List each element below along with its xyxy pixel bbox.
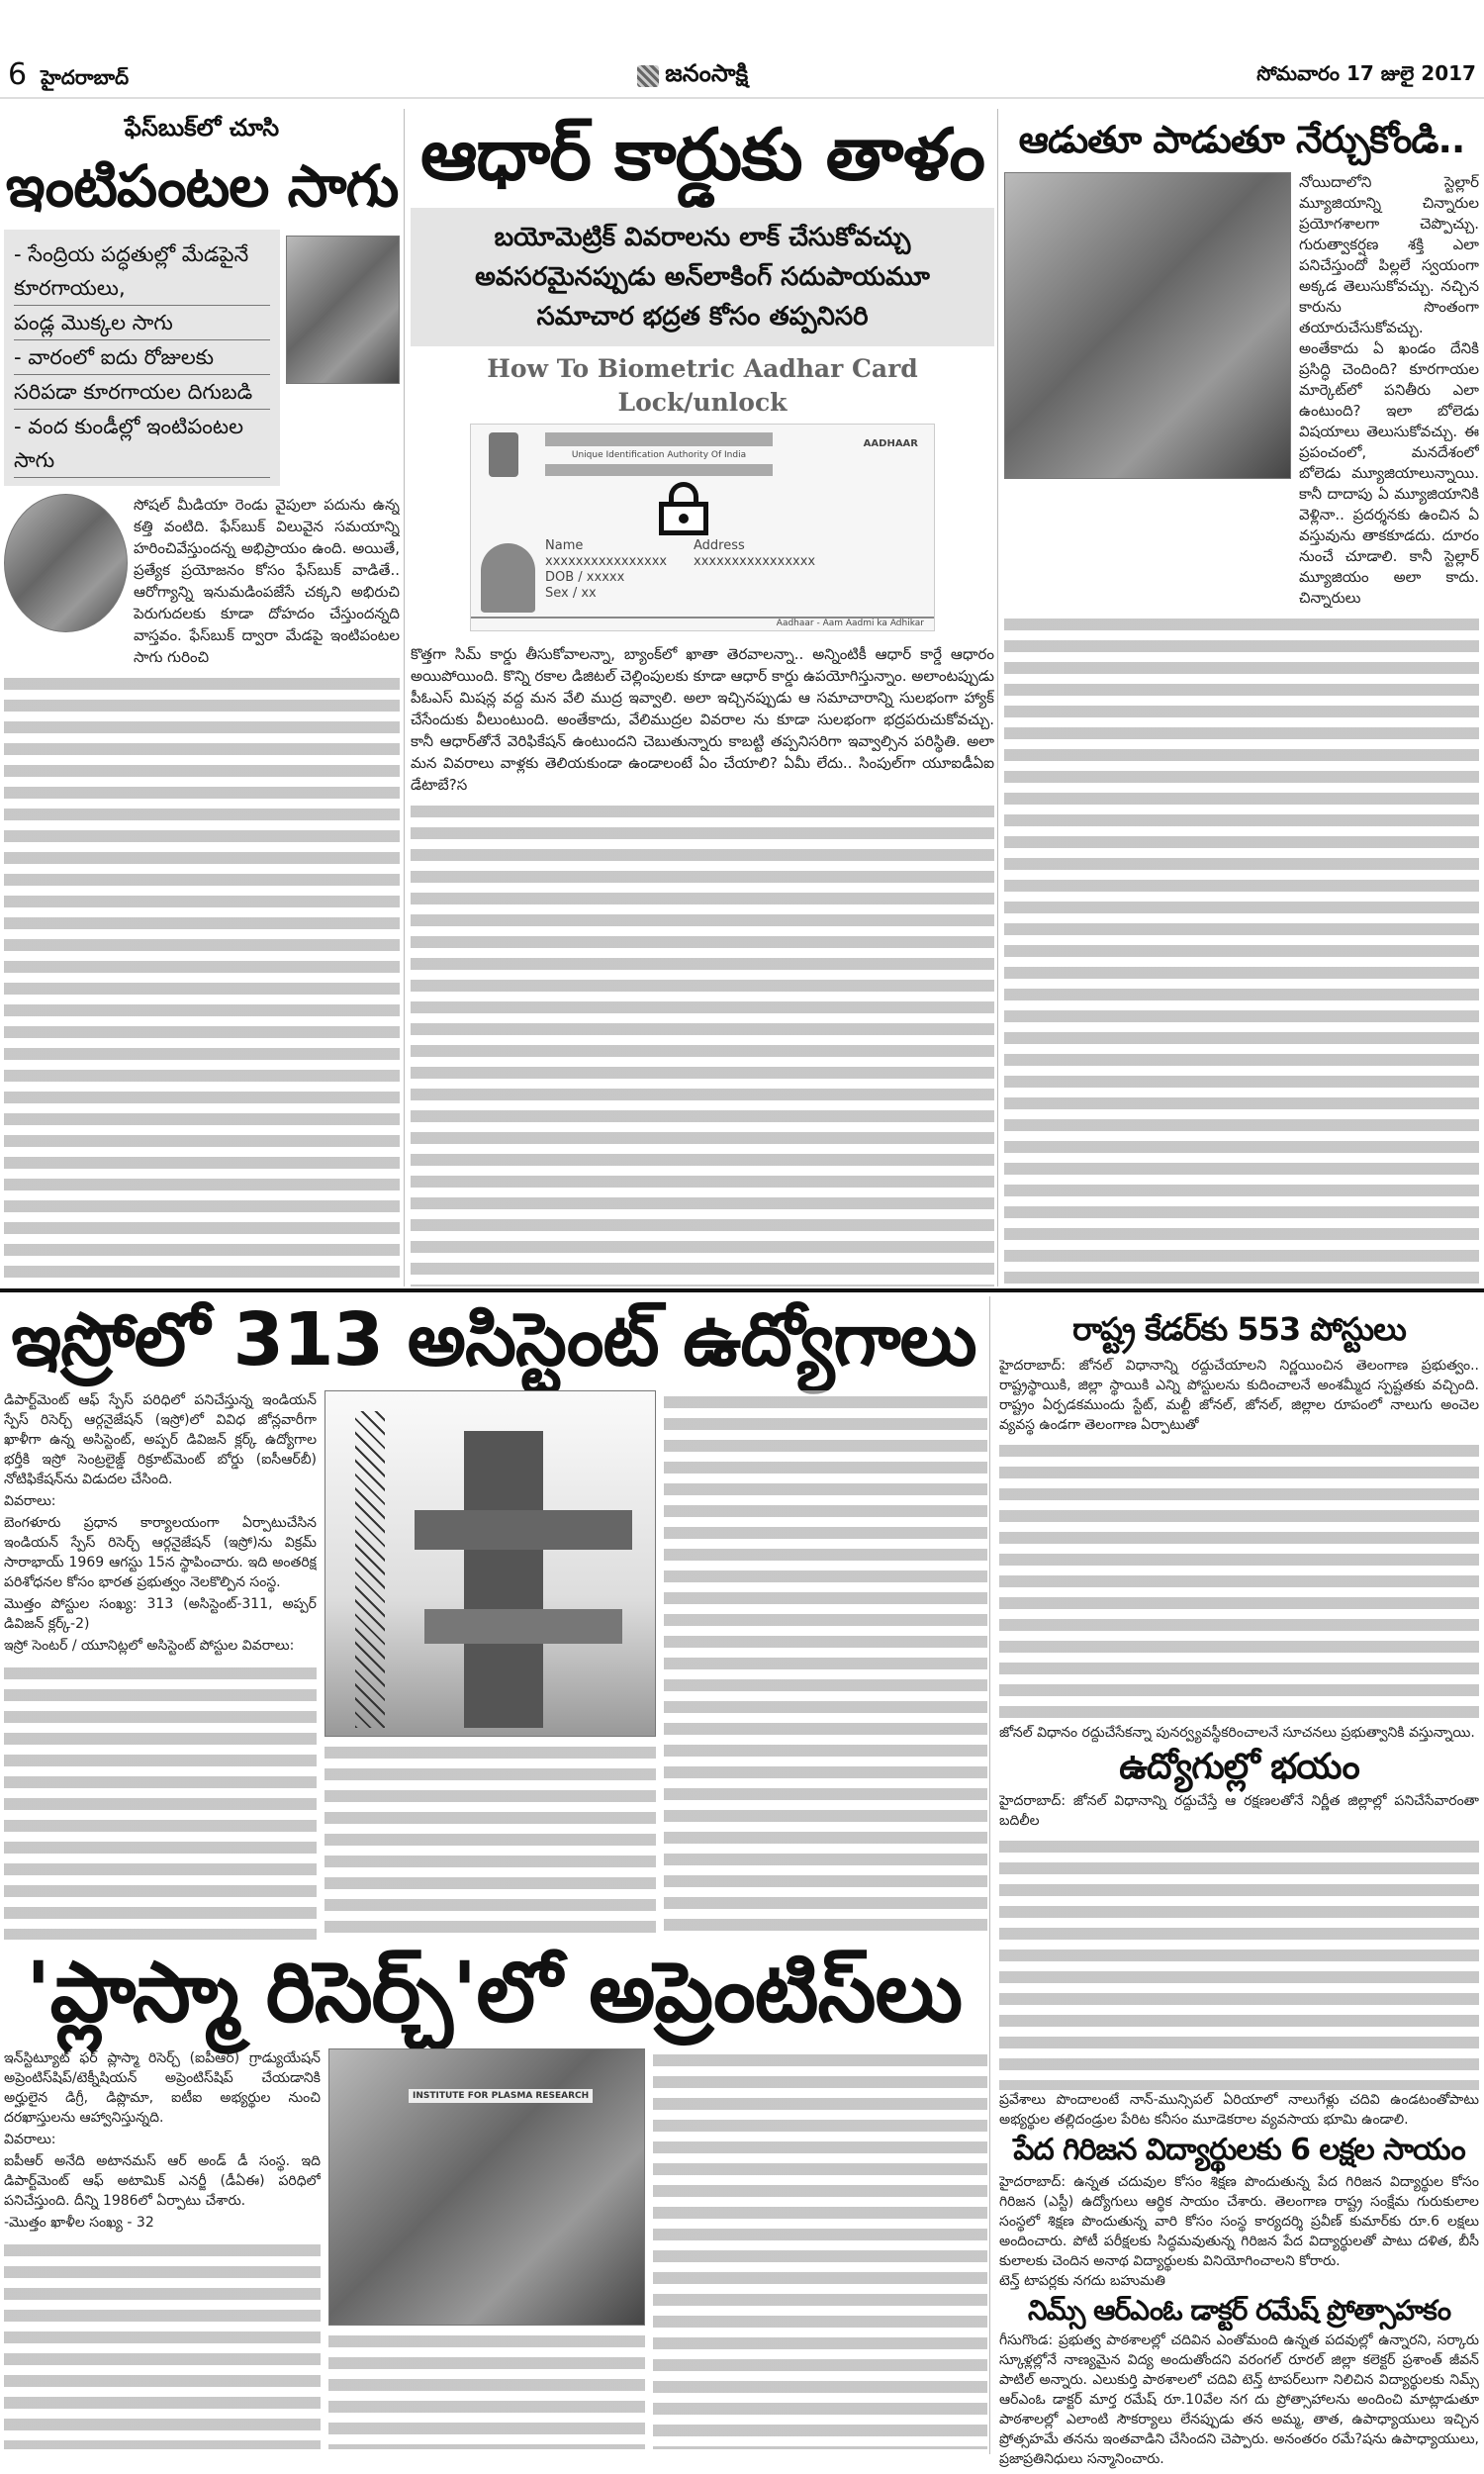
article-body-continued (411, 800, 994, 1286)
plasma-article (0, 1945, 987, 2449)
card-field: Name (545, 537, 584, 553)
state-cadre-closing: జోనల్ విధానం రద్దుచేసేకన్నా పునర్వ్యవస్థీకరించాలనే సూచనలు ప్రభుత్వానికి వస్తున్నాయి. (999, 1724, 1475, 1741)
paragraph: వివరాలు: (4, 2131, 56, 2147)
card-footer: Aadhaar - Aam Aadmi ka Adhikar (471, 617, 934, 628)
paragraph: -మొత్తం ఖాళీల సంఖ్య - 32 (4, 2214, 154, 2231)
column-divider (997, 109, 998, 1286)
masthead-logo (637, 59, 748, 93)
logo-icon (637, 65, 659, 87)
nims-headline: నిమ్స్ ఆర్‌ఎంఓ డాక్టర్ రమేష్ ప్రోత్సాహకం (1027, 2293, 1451, 2327)
subheadline: సమాచార భద్రత కోసం తప్పనిసరి (536, 301, 869, 332)
section-rule (0, 1288, 1484, 1292)
children-museum-photo (1004, 172, 1291, 479)
subheadline: అవసరమైనప్పుడు అన్‌లాకింగ్ సదుపాయమూ (475, 261, 930, 292)
tribal-aid-kicker: టెన్త్ టాపర్లకు నగదు బహుమతి (999, 2272, 1165, 2289)
isro-body-col2 (325, 1390, 656, 1940)
rocket-launchpad-photo (325, 1390, 656, 1737)
paragraph: బెంగళూరు ప్రధాన కార్యాలయంగా ఏర్పాటుచేసిన ఇండియన్ స్పేస్ రిసెర్చ్ ఆర్గనైజేషన్ (ఇస్రో)ను విక్రమ్ సారాభాయ్ 1969 ఆగస్టు 15న స్థాపించారు. ఇది అంతరిక్ష పరిశోధనల కోసం భారత ప్రభుత్వం నెలకొల్పిన సంస్థ. (4, 1515, 317, 1591)
paragraph: డిపార్ట్‌మెంట్ ఆఫ్ స్పేస్ పరిధిలో పనిచేస్తున్న ఇండియన్ స్పేస్ రిసెర్చ్ ఆర్గనైజేషన్ (ఇస్రో)లో వివిధ జోన్లవారీగా ఖాళీగా ఉన్న అసిస్టెంట్, అప్పర్ డివిజన్ క్లర్క్ ఉద్యోగాల భర్తీకి ఇస్రో సెంట్రలైజ్డ్ రిక్రూట్‌మెంట్ బోర్డు (ఐసీఆర్‌బీ) నోటిఫికేషన్‌ను విడుదల చేసింది. (4, 1392, 317, 1488)
plasma-body-col2 (328, 2048, 645, 2449)
employee-fear-body: హైదరాబాద్: జోనల్ విధానాన్ని రద్దుచేస్తే ఆ రక్షణలతోనే నిర్ణీత జిల్లాల్లో పనిచేసేవారంతా బదిలీల (999, 1793, 1479, 1830)
tribal-aid-body: హైదరాబాద్: ఉన్నత చదువుల కోసం శిక్షణ పొందుతున్న పేద గిరిజన విద్యార్థుల కోసం గిరిజన (ఎస్టీ) ఉద్యోగులు ఆర్థిక సాయం చేశారు. తెలంగాణ రాష్ట్ర సంక్షేమ గురుకులాల సంస్థలో శిక్షణ పొందుతున్న వారి కోసం సంస్థ కార్యదర్శి ప్రవీణ్ కుమార్‌కు రూ.6 లక్షలు అందించారు. పోటీ పరీక్షలకు సిద్ధమవుతున్న గిరిజన పేద విద్యార్థులతో పాటు దళిత, బీసీ కులాలకు చెందిన అనాథ విద్యార్థులకు వినియోగించాలని కోరారు. (999, 2173, 1479, 2269)
isro-article (0, 1298, 987, 1940)
aadhar-card (470, 424, 935, 631)
card-field: DOB / xxxxx (545, 569, 625, 585)
column-divider (989, 1296, 990, 2454)
article-body-continued (325, 1741, 656, 1940)
padlock-icon (659, 482, 708, 535)
card-field: xxxxxxxxxxxxxxxx (545, 553, 668, 569)
article-headline: ఇంటిపంటల సాగు (5, 152, 399, 220)
authority-text: Unique Identification Authority Of India (571, 449, 747, 460)
bullet: - వంద కుండీల్లో ఇంటిపంటల సాగు (14, 410, 270, 478)
article-headline: ఆడుతూ పాడుతూ నేర్చుకోండి.. (1018, 119, 1465, 161)
edition-city: హైదరాబాద్ (41, 65, 130, 89)
bullet: - వారంలో ఐదు రోజులకు (14, 340, 270, 375)
emblem-icon (489, 432, 518, 477)
isro-body-col3 (664, 1390, 987, 1940)
subheadline: బయోమెట్రిక్ వివరాలను లాక్ చేసుకోవచ్చు (494, 222, 911, 252)
article-body: సోషల్ మీడియా రెండు వైపులా పదును ఉన్న కత్తి వంటిది. ఫేస్‌బుక్ విలువైన సమయాన్ని హరించివేస్తుందన్న అభిప్రాయం ఉంది. అయితే, ప్రత్యేక ప్రయోజనం కోసం ఫేస్‌బుక్ వాడితే.. ఆరోగ్యాన్ని ఇనుమడింపజేసే చక్కని అభిరుచి పెరుగుదలకు కూడా దోహదం చేస్తుందన్నది వాస్తవం. ఫేస్‌బుక్ ద్వారా మేడపై ఇంటిపంటల సాగు గురించి (134, 495, 400, 666)
article-body: నోయిదాలోని స్టెల్లార్ మ్యూజియాన్ని చిన్నారుల ప్రయోగశాలగా చెప్పొచ్చు. గురుత్వాకర్షణ శక్తి ఎలా పనిచేస్తుందో పిల్లలే స్వయంగా అక్కడ తెలుసుకోవచ్చు. నచ్చిన కారును సొంతంగా తయారుచేసుకోవచ్చు. అంతేకాదు ఏ ఖండం దేనికి ప్రసిద్ధి చెందింది? కూరగాయల మార్కెట్‌లో పనితీరు ఎలా ఉంటుంది? ఇలా బోలెడు విషయాలు తెలుసుకోవచ్చు. ఈ ప్రపంచంలో, మనదేశంలో బోలెడు మ్యూజియాలున్నాయి. కానీ దాదాపు ఏ మ్యూజియానికి వెళ్లినా.. ప్రదర్శనకు ఉంచిన ఏ వస్తువును తాకకూడదు. దూరం నుంచే చూడాలి. కానీ స్టెల్లార్ మ్యూజియం అలా కాదు. చిన్నారులు (1299, 172, 1479, 607)
paragraph: ఐపీఆర్ అనేది అటానమస్ ఆర్ అండ్ డీ సంస్థ. ఇది డిపార్ట్‌మెంట్ ఆఫ్ అటామిక్ ఎనర్జీ (డీఏఈ) పరిధిలో పనిచేస్తుంది. దీన్ని 1986లో ఏర్పాటు చేశారు. (4, 2152, 321, 2209)
facebook-article (4, 114, 400, 1286)
plasma-body-col3 (653, 2048, 987, 2449)
image-title: Lock/unlock (617, 387, 788, 417)
woman-gardening-photo (4, 494, 128, 632)
employee-fear-body-continued (999, 1835, 1479, 2090)
bullet: - సేంద్రియ పద్ధతుల్లో మేడపైనే కూరగాయలు, (14, 238, 270, 306)
card-field: xxxxxxxxxxxxxxxx (694, 553, 816, 569)
article-body (411, 643, 994, 796)
nims-body: గీసుగొండ: ప్రభుత్వ పాఠశాలల్లో చదివిన ఎంతోమంది ఉన్నత పదవుల్లో ఉన్నారని, సర్కారు స్కూళ్లల్లోనే నాణ్యమైన విద్య అందుతోందని వరంగల్ రూరల్ జిల్లా కలెక్టర్ ప్రశాంత్ జీవన్ పాటిల్ అన్నారు. ఎలుకుర్తి పాఠశాలలో చదివి టెన్త్ టాపర్‌లుగా నిలిచిన విద్యార్థులకు నిమ్స్ ఆర్‌ఎంఓ డాక్టర్ మార్త రమేష్ రూ.10వేల నగ దు ప్రోత్సాహాలను అందించి మాట్లాడుతూ పాఠశాలల్లో ఎలాంటి సౌకర్యాలు లేనప్పుడు తన అమ్మ, తాత, ఉపాధ్యాయులు ఇచ్చిన ప్రోత్సహమే తనను ఇంతవాడిని చేసిందని చెప్పారు. అనంతరం రమే?షను ఉపాధ్యాయులు, ప్రజాప్రతినిధులు సన్మానించారు. (999, 2332, 1479, 2467)
paragraph: ఇన్‌స్టిట్యూట్ ఫర్ ప్లాస్మా రిసెర్చ్ (ఐపీఆర్) గ్రాడ్యుయేషన్ అప్రెంటిస్‌షిప్/టెక్నీషియన్ అప్రెంటిస్‌షిప్ చేయడానికి అర్హులైన డిగ్రీ, డిప్లొమా, ఐటీఐ అభ్యర్థుల నుంచి దరఖాస్తులను ఆహ్వానిస్తున్నది. (4, 2049, 321, 2126)
card-field: Address (694, 537, 745, 553)
isro-body-col1 (4, 1390, 317, 1940)
article-body-continued (664, 1390, 987, 1940)
state-cadre-headline: రాష్ట్ర కేడర్‌కు 553 పోస్టులు (1072, 1310, 1406, 1348)
card-field: Sex / xx (545, 585, 597, 601)
article-body-continued (4, 1662, 317, 1940)
issue-date: సోమవారం 17 జులై 2017 (1256, 61, 1476, 85)
person-silhouette-icon (481, 543, 535, 613)
institute-sign: INSTITUTE FOR PLASMA RESEARCH (409, 2089, 593, 2103)
employee-fear-headline: ఉద్యోగుల్లో భయం (1119, 1746, 1359, 1787)
article-headline: ఆధార్ కార్డుకు తాళం (419, 114, 985, 196)
right-news-column (999, 1301, 1479, 2469)
gardener-photo (286, 236, 400, 384)
article-body-text: కొత్తగా సిమ్ కార్డు తీసుకోవాలన్నా, బ్యాంక్‌లో ఖాతా తెరవాలన్నా.. అన్నింటికీ ఆధార్ కార్డే ఆధారం అయిపోయింది. కొన్ని రకాల డిజిటల్ చెల్లింపులకు కూడా ఆధార్ కార్డు ఉపయోగిస్తున్నాం. అలాంటప్పుడు పీఓఎస్ మిషన్ల వద్ద మన వేలి ముద్ర ఇవ్వాలి. అలా ఇచ్చినప్పుడు ఆ సమాచారాన్ని సులభంగా హ్యాక్ చేసేందుకు వీలుంటుంది. అంతేకాదు, వేలిముద్రల వివరాల ను కూడా సులభంగా భద్రపరుచుకోవచ్చు. కానీ ఆధార్‌తోనే వెరిఫికేషన్ ఉంటుందని చెబుతున్నారు కాబట్టి తప్పనిసరిగా ఇవ్వాల్సిన పరిస్థితి. అలా మన వివరాలు వాళ్లకు తెలియకుండా ఉండాలంటే ఏం చేయాలి? ఏమీ లేదు.. సింపుల్‌గా యూఐడీఏఐ డేటాబే?స (411, 644, 994, 794)
article-body-continued (1004, 613, 1479, 1286)
bullet: సరిపడా కూరగాయల దిగుబడి (14, 375, 270, 410)
isro-headline: ఇస్రోలో 313 అసిస్టెంట్ ఉద్యోగాలు (11, 1298, 976, 1382)
masthead-text: జనంసాక్షి (665, 58, 749, 87)
paragraph: మొత్తం పోస్టుల సంఖ్య: 313 (అసిస్టెంట్-311, అప్పర్ డివిజన్ క్లర్క్-2) (4, 1596, 317, 1633)
page-folio (8, 57, 129, 94)
tribal-aid-headline: పేద గిరిజన విద్యార్థులకు 6 లక్షల సాయం (1013, 2133, 1465, 2168)
article-body-continued (4, 2238, 321, 2449)
article-kicker: ఫేస్‌బుక్‌లో చూసి (124, 114, 280, 142)
article-body-continued (4, 672, 400, 1286)
page-header (0, 54, 1484, 99)
subheadline-box (411, 208, 994, 346)
employee-fear-closing: ప్రవేశాలు పొందాలంటే నాన్-మున్సిపల్ ఏరియాలో నాలుగేళ్లు చదివి ఉండటంతోపాటు అభ్యర్థుల తల్లిదండ్రుల పేరిట కనీసం మూడెకరాల వ్యవసాయ భూమి ఉండాలి. (999, 2092, 1479, 2129)
image-title: How To Biometric Aadhar Card (487, 353, 918, 383)
aadhaar-logo: AADHAAR (863, 437, 918, 449)
highlight-bullets (4, 230, 280, 486)
plasma-body-col1 (4, 2048, 321, 2449)
state-cadre-body: హైదరాబాద్: జోనల్ విధానాన్ని రద్దుచేయాలని నిర్ణయించిన తెలంగాణ ప్రభుత్వం.. రాష్ట్రస్థాయికి, జిల్లా స్థాయికి ఎన్ని పోస్టులను కుదించాలనే అంశమ్మీద స్పష్టతకు వచ్చింది. రాష్ట్రం ఏర్పడకముందు స్టేట్, మల్టీ జోనల్, జోనల్, జిల్లాల రూపంలో నాలుగు అంచెల వ్యవస్థ ఉండగా తెలంగాణ ఏర్పాటుతో (999, 1357, 1479, 1433)
page-number: 6 (8, 57, 28, 92)
paragraph: వివరాలు: (4, 1493, 56, 1510)
state-cadre-body-continued (999, 1439, 1479, 1723)
paragraph: ఇస్రో సెంటర్ / యూనిట్లలో అసిస్టెంట్ పోస్టుల వివరాలు: (4, 1638, 295, 1655)
aadhar-article (411, 114, 994, 1286)
column-divider (404, 109, 405, 1286)
museum-article (1004, 119, 1479, 1286)
plasma-institute-photo (328, 2048, 645, 2326)
article-body-continued (653, 2048, 987, 2449)
plasma-headline: 'ప్లాస్మా రిసెర్చ్'లో అప్రెంటిస్‌లు (25, 1945, 963, 2041)
article-body-continued (328, 2330, 645, 2449)
aadhar-lock-image (440, 352, 965, 631)
bullet: పండ్ల మొక్కల సాగు (14, 306, 270, 340)
